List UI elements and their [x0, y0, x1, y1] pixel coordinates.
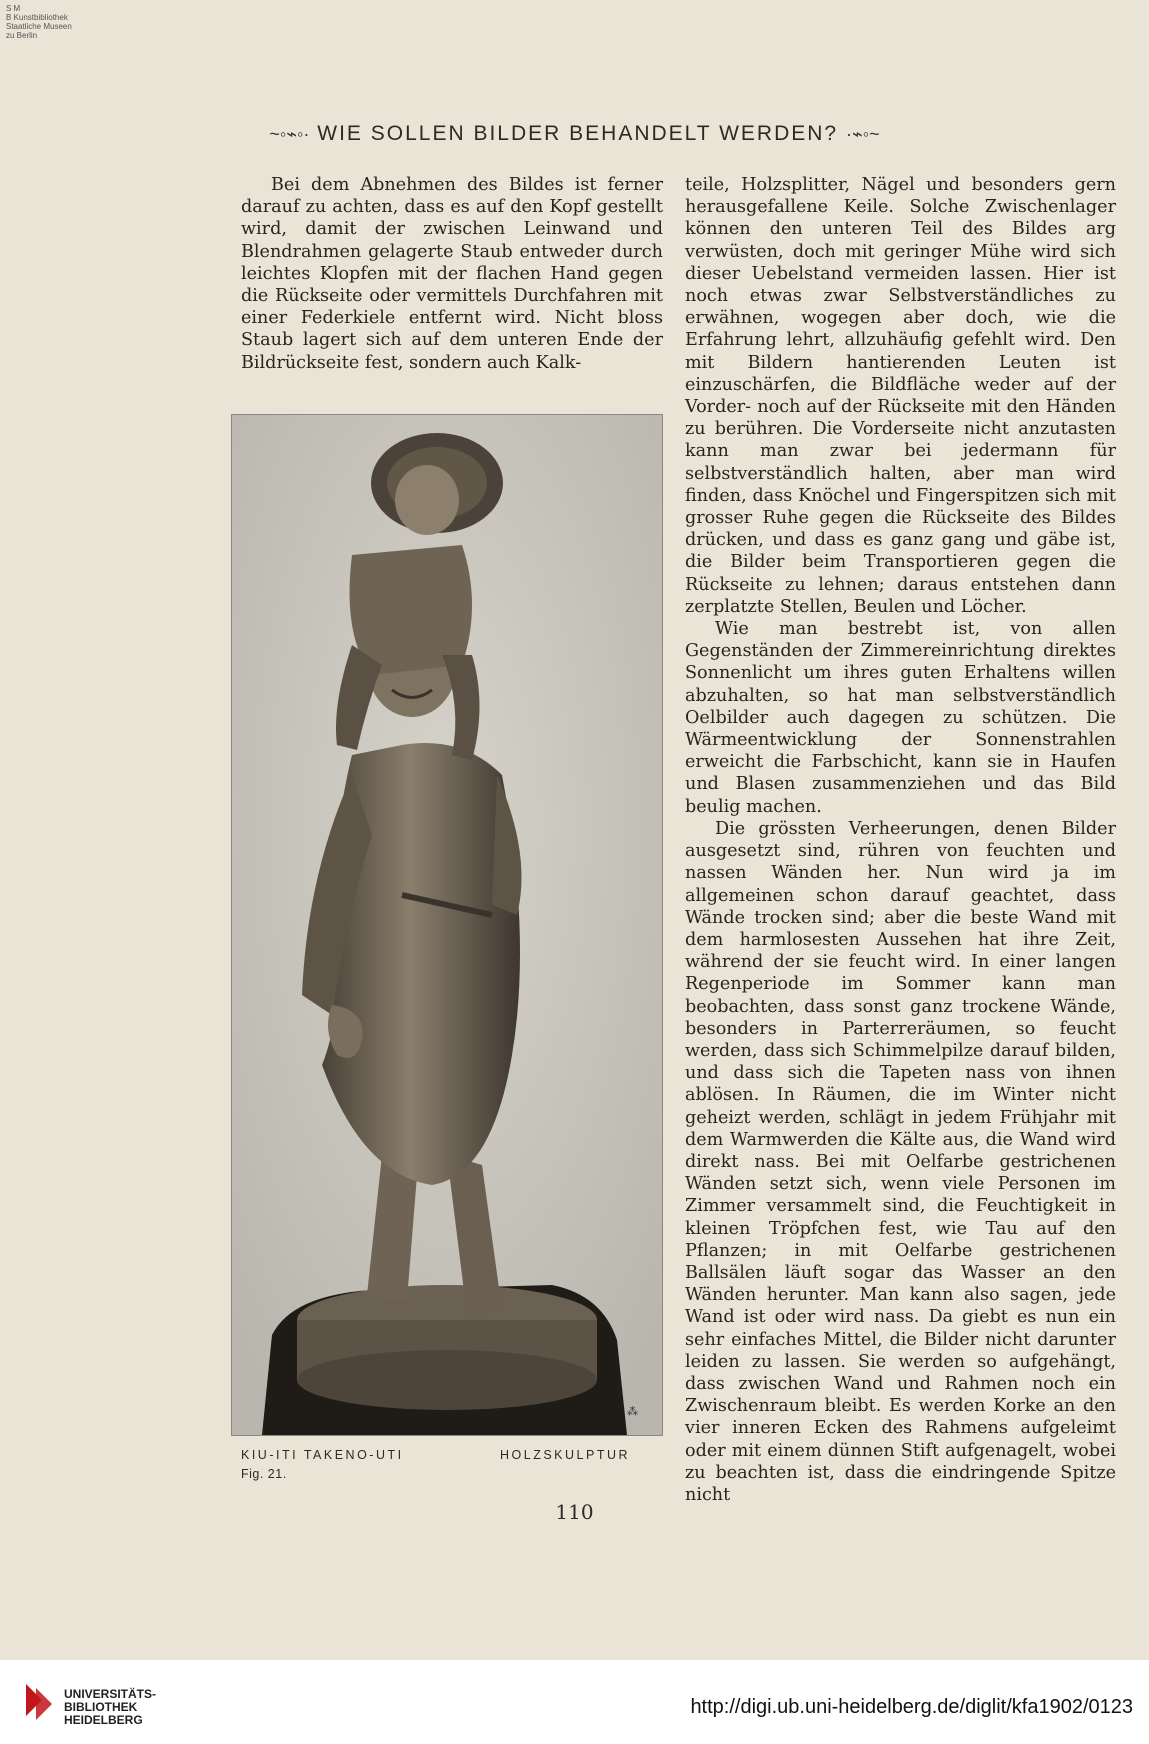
footer-bar: [0, 1660, 1149, 1744]
ornament-right-icon: ·⌁◦~: [845, 124, 880, 144]
caption-medium: HOLZSKULPTUR: [500, 1448, 631, 1462]
stamp-line: S M: [6, 4, 21, 13]
sculpture-illustration: [232, 415, 662, 1435]
right-paragraph: Wie man bestrebt ist, von allen Gegenständen der Zimmereinrichtung direktes Sonnenlicht um ihres guten Erhaltens willen abzuhalten, so hat man selbstverständlich Oelbilder auch dagegen zu schützen. Die Wärmeentwicklung der Sonnenstrahlen erweicht die Farbschicht, kann sie in Haufen und Blasen zusammenziehen und das Bild beulig machen.: [685, 619, 1116, 817]
right-paragraph: Die grössten Verheerungen, denen Bilder ausgesetzt sind, rühren von feuchten und nassen Wänden her. Nun wird ja im allgemeinen schon darauf geachtet, dass Wände trocken sind; aber die beste Wand mit dem harmlosesten Aussehen hat ihre Zeit, während der sie feucht wird. In einer langen Regenperiode im Sommer kann man beobachten, dass sonst ganz trockene Wände, besonders in Parterreräumen, so feucht werden, dass sich Schimmelpilze darauf bilden, und dass sich die Tapeten nass von ihnen ablösen. In Räumen, die im Winter nicht geheizt werden, schlägt in jedem Frühjahr mit dem Warmwerden die Kälte aus, die Wand wird direkt nass. Bei mit Oelfarbe gestrichenen Wänden setzt sich, wenn viele Personen im Zimmer versammelt sind, die Feuchtigkeit in kleinen Tröpfchen fest, wie Tau auf den Pflanzen; in mit Oelfarbe gestrichenen Ballsälen läuft sogar das Wasser an den Wänden herunter. Man kann also sagen, jede Wand ist oder wird nass. Da giebt es nun ein sehr einfaches Mittel, die Bilder nicht darunter leiden zu lassen. Sie werden so aufgehängt, dass zwischen Wand und Rahmen noch ein Zwischenraum bleibt. Es werden Korke an den vier inneren Ecken des Rahmens aufgeleimt oder mit einem dünnen Stift aufgenagelt, wobei zu beachten ist, dass die eindringende Spitze nicht: [685, 818, 1116, 1505]
stamp-line: Staatliche Museen: [6, 22, 72, 31]
right-paragraph: teile, Holzsplitter, Nägel und besonders gern herausgefallene Keile. Solche Zwischenlager können den unteren Teil des Bildes arg verwüsten, doch mit geringer Mühe wird sich dieser Uebelstand vermeiden lassen. Hier ist noch etwas zwar Selbstverständliches zu erwähnen, wogegen aber doch, wie die Erfahrung lehrt, allzuhäufig gefehlt wird. Den mit Bildern hantierenden Leuten ist einzuschärfen, die Bildfläche weder auf der Vorder- noch auf der Rückseite mit den Händen zu berühren. Die Vorderseite nicht anzutasten kann man zwar bei jedermann für selbstverständlich halten, aber man wird finden, dass Knöchel und Fingerspitzen sich mit grosser Ruhe gegen die Rückseite des Bildes drücken, und dass es ganz gang und gäbe ist, die Bilder beim Transportieren gegen die Rückseite zu lehnen; daraus entstehen dann zerplatzte Stellen, Beulen und Löcher.: [685, 175, 1116, 617]
left-column: [241, 174, 663, 374]
library-logo-icon: [22, 1680, 58, 1724]
library-stamp: [6, 4, 72, 40]
caption-artist: KIU-ITI TAKENO-UTI: [241, 1448, 404, 1462]
caption-figure-number: Fig. 21.: [241, 1467, 287, 1481]
library-name: [64, 1688, 156, 1727]
header-title: WIE SOLLEN BILDER BEHANDELT WERDEN?: [317, 122, 839, 145]
svg-text:⁂: ⁂: [627, 1405, 638, 1418]
page-number: 110: [555, 1500, 594, 1524]
left-paragraph: Bei dem Abnehmen des Bildes ist ferner darauf zu achten, dass es auf den Kopf gestellt wird, damit der zwischen Leinwand und Blendrahmen gelagerte Staub entweder durch leichtes Klopfen mit der flachen Hand gegen die Rückseite oder vermittels Durchfahren mit einer Federkiele entfernt wird. Nicht bloss Staub lagert sich auf dem unteren Ende der Bildrückseite fest, sondern auch Kalk-: [241, 175, 663, 373]
right-column: [685, 174, 1116, 1506]
library-name-line: UNIVERSITÄTS-: [64, 1687, 157, 1701]
stamp-line: zu Berlin: [6, 31, 38, 40]
ornament-left-icon: ~◦⌁◦·: [269, 124, 310, 144]
stamp-line: B Kunstbibliothek: [6, 13, 68, 22]
running-header: [0, 122, 1149, 146]
figure-sculpture-photo: [231, 414, 663, 1436]
library-name-line: HEIDELBERG: [64, 1713, 143, 1727]
source-url-link[interactable]: http://digi.ub.uni-heidelberg.de/diglit/kfa1902/0123: [690, 1696, 1133, 1718]
library-name-line: BIBLIOTHEK: [64, 1700, 138, 1714]
